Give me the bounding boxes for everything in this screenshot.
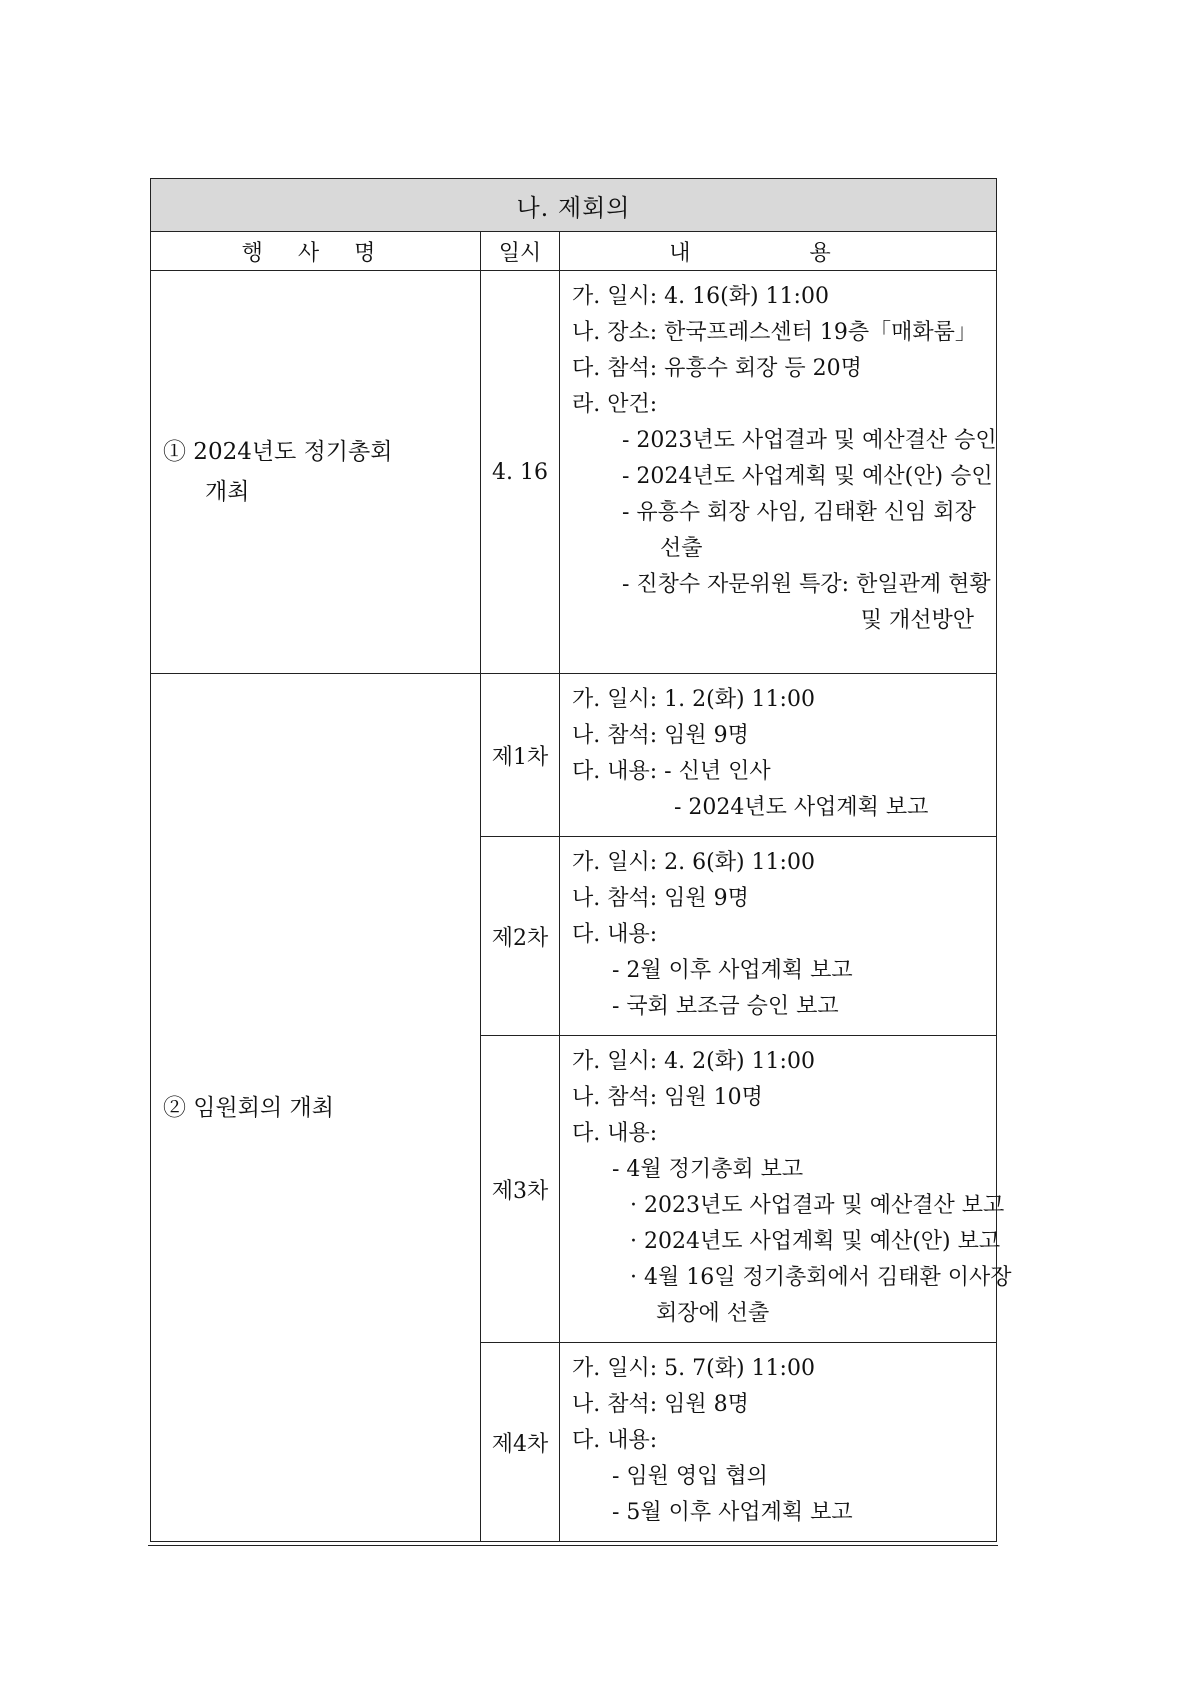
content-line: - 5월 이후 사업계획 보고 (612, 1500, 853, 1525)
content-line: 가. 일시: 4. 16(화) 11:00 (572, 284, 829, 309)
header-date: 일시 (481, 232, 560, 271)
meeting-label: 제3차 (481, 1036, 560, 1343)
event-name-line2: 개최 (205, 479, 250, 505)
content-line: - 2023년도 사업결과 및 예산결산 승인 (622, 428, 997, 453)
content-line: 나. 장소: 한국프레스센터 19층「매화룸」 (572, 320, 977, 345)
content-line: - 2024년도 사업계획 및 예산(안) 승인 (622, 464, 993, 489)
content-line: 라. 안건: (572, 392, 658, 417)
meeting-label: 제1차 (481, 674, 560, 837)
event-name: ② 임원회의 개최 (163, 1094, 334, 1121)
event-content (560, 271, 997, 674)
header-event-name: 행 사 명 (151, 232, 481, 271)
content-line: - 진창수 자문위원 특강: 한일관계 현황 (622, 572, 991, 597)
content-line: - 2024년도 사업계획 보고 (674, 795, 929, 820)
meeting-content (560, 837, 997, 1036)
meetings-table (150, 178, 1012, 1542)
content-line: · 4월 16일 정기총회에서 김태환 이사장 (630, 1265, 1012, 1290)
content-line: 가. 일시: 4. 2(화) 11:00 (572, 1049, 815, 1074)
content-line: 선출 (660, 536, 703, 561)
content-line: 회장에 선출 (656, 1301, 770, 1326)
content-line: - 2월 이후 사업계획 보고 (612, 958, 853, 983)
content-line: 나. 참석: 임원 9명 (572, 723, 749, 748)
content-line: 및 개선방안 (860, 608, 975, 633)
content-line: 나. 참석: 임원 8명 (572, 1392, 749, 1417)
meeting-label: 제4차 (481, 1343, 560, 1542)
event-row-general-assembly (151, 271, 997, 674)
event-name-line1: ① 2024년도 정기총회 (163, 439, 393, 465)
header-content: 내 용 (560, 232, 997, 271)
content-line: · 2023년도 사업결과 및 예산결산 보고 (630, 1193, 1005, 1218)
content-line: 다. 내용: (572, 1121, 658, 1146)
content-line: 나. 참석: 임원 10명 (572, 1085, 763, 1110)
content-line: · 2024년도 사업계획 및 예산(안) 보고 (630, 1229, 1001, 1254)
content-line: 다. 내용: (572, 922, 658, 947)
header-row (151, 232, 997, 271)
event-name-cell (151, 674, 481, 1542)
content-line: 가. 일시: 1. 2(화) 11:00 (572, 687, 815, 712)
content-line: 나. 참석: 임원 9명 (572, 886, 749, 911)
content-line: 다. 내용: - 신년 인사 (572, 759, 771, 784)
content-line: 가. 일시: 5. 7(화) 11:00 (572, 1356, 815, 1381)
content-line: 다. 내용: (572, 1428, 658, 1453)
section-title-row (151, 179, 997, 232)
bottom-rule (148, 1545, 998, 1546)
meeting-label: 제2차 (481, 837, 560, 1036)
meeting-content (560, 1343, 997, 1542)
content-line: - 유흥수 회장 사임, 김태환 신임 회장 (622, 500, 976, 525)
content-line: 가. 일시: 2. 6(화) 11:00 (572, 850, 815, 875)
event-date: 4. 16 (481, 271, 560, 674)
meeting-content (560, 674, 997, 837)
content-line: - 4월 정기총회 보고 (612, 1157, 804, 1182)
meeting-content (560, 1036, 1012, 1343)
event-name-cell (151, 271, 481, 674)
section-title: 나. 제회의 (151, 179, 997, 232)
content-line: 다. 참석: 유흥수 회장 등 20명 (572, 356, 862, 381)
content-line: - 임원 영입 협의 (612, 1464, 768, 1489)
content-line: - 국회 보조금 승인 보고 (612, 994, 839, 1019)
meeting-row-1 (151, 674, 997, 837)
